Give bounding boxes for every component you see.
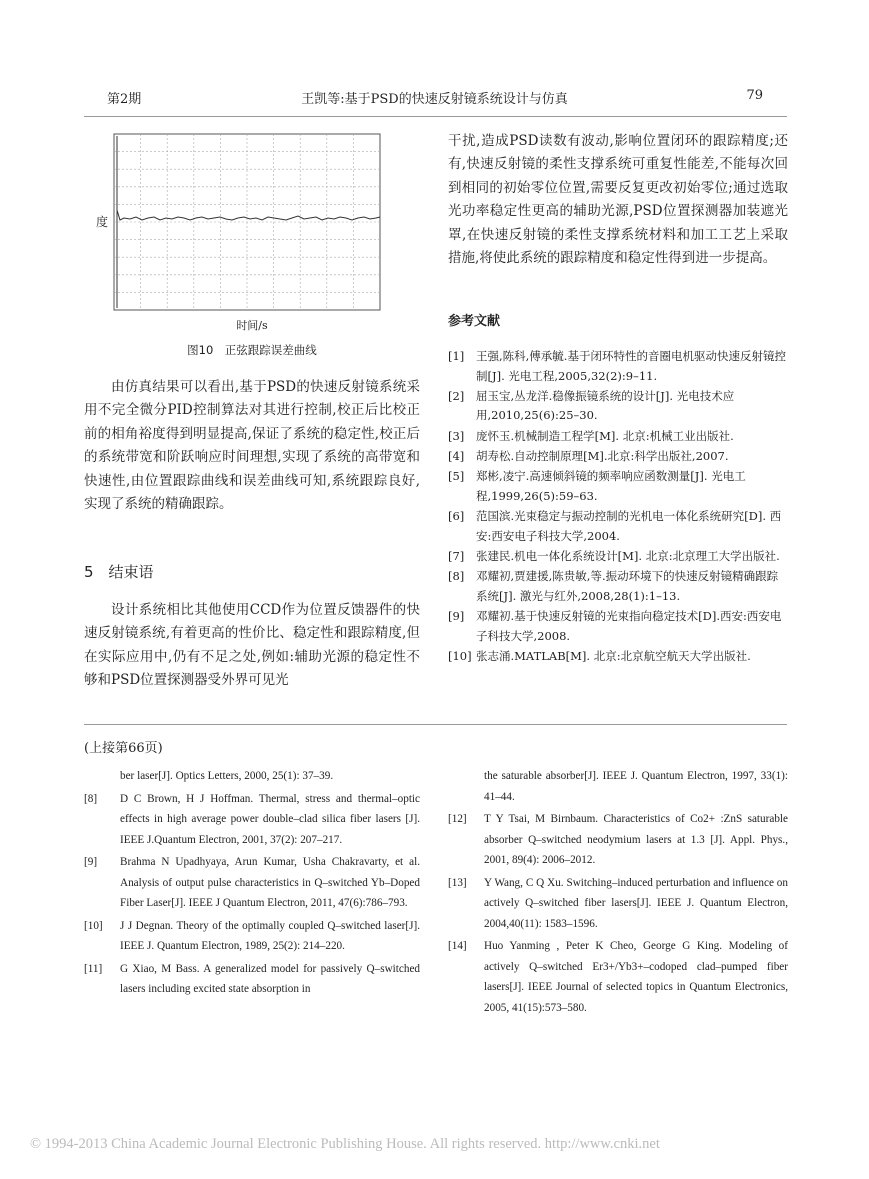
references-title: 参考文献	[448, 314, 501, 329]
issue-number: 第2期	[107, 92, 142, 107]
reference-number: [8]	[84, 792, 98, 805]
reference-item	[84, 766, 420, 787]
reference-item	[448, 447, 788, 467]
reference-item	[448, 507, 788, 546]
reference-number: [10]	[448, 649, 472, 664]
references-section	[448, 310, 788, 667]
reference-text: 邓耀初.基于快速反射镜的光束指向稳定技术[D].西安:西安电子科技大学,2008.	[476, 609, 782, 643]
figure-x-axis-label: 时间/s	[236, 319, 268, 332]
reference-text: 屈玉宝,丛龙洋.稳像振镜系统的设计[J]. 光电技术应用,2010,25(6):25–30.	[476, 388, 735, 423]
figure-10	[84, 130, 420, 360]
page-number: 79	[746, 88, 763, 103]
paragraph-simulation-results: 由仿真结果可以看出,基于PSD的快速反射镜系统采用不完全微分PID控制算法对其进行控制,校正后比校正前的相角裕度得到明显提高,保证了系统的稳定性,校正后的系统带宽和阶跃响应时间理想,实现了系统的高带宽和快速性,由位置跟踪曲线和误差曲线可知,系统跟踪良好,实现了系统的精确跟踪。	[84, 379, 420, 513]
reference-item	[448, 936, 788, 1018]
reference-number: [6]	[448, 509, 465, 524]
reference-text: 张志涌.MATLAB[M]. 北京:北京航空航天大学出版社.	[476, 649, 751, 664]
reference-text: G Xiao, M Bass. A generalized model for passively Q–switched lasers including excited state absorption in	[120, 962, 420, 995]
reference-text: 范国滨.光束稳定与振动控制的光机电一体化系统研究[D]. 西安:西安电子科技大学,2004.	[476, 509, 782, 543]
reference-number: [2]	[448, 388, 465, 403]
reference-item	[448, 387, 788, 426]
reference-item	[448, 809, 788, 871]
reference-item	[448, 547, 788, 567]
reference-number: [10]	[84, 919, 103, 932]
reference-number: [13]	[448, 876, 467, 889]
reference-text: 郑彬,凌宁.高速倾斜镜的频率响应函数测量[J]. 光电工程,1999,26(5):59–63.	[476, 469, 746, 503]
reference-text: 张建民.机电一体化系统设计[M]. 北京:北京理工大学出版社.	[476, 549, 780, 564]
error-curve-plot	[84, 130, 420, 320]
paragraph-conclusion-part-2: 干扰,造成PSD读数有波动,影响位置闭环的跟踪精度;还有,快速反射镜的柔性支撑系统可重复性能差,不能每次回到相同的初始零位位置,需要反复更改初始零位;通过选取光功率稳定性更高的辅助光源,PSD位置探测器加装遮光罩,在快速反射镜的柔性支撑系统材料和加工工艺上采取措施,将使此系统的跟踪精度和稳定性得到进一步提高。	[448, 133, 788, 267]
reference-item	[84, 789, 420, 851]
reference-item	[84, 916, 420, 957]
reference-item	[448, 766, 788, 807]
running-header	[0, 88, 869, 108]
reference-text: T Y Tsai, M Birnbaum. Characteristics of Co2+ :ZnS saturable absorber Q–switched neodymium lasers at 1.3 [J]. Appl. Phys., 2001, 89(4): 2006–2012.	[484, 813, 788, 866]
reference-number: [4]	[448, 449, 465, 464]
left-column-body	[84, 376, 420, 516]
reference-number: [8]	[448, 569, 465, 584]
continued-refs-left-list	[84, 766, 420, 1000]
reference-text: Brahma N Upadhyaya, Arun Kumar, Usha Chakravarty, et al. Analysis of output pulse characteristics in Q–switched Yb–Doped Fiber Laser[J]. IEEE J Quantum Electron, 2011, 47(6):786–793.	[120, 856, 420, 909]
reference-item	[448, 873, 788, 935]
reference-item	[448, 347, 788, 386]
section-title: 5 结束语	[84, 563, 154, 581]
reference-item	[448, 647, 788, 667]
reference-text: D C Brown, H J Hoffman. Thermal, stress and thermal–optic effects in high average power double–clad silica fiber lasers [J]. IEEE J.Quantum Electron, 2001, 37(2): 207–217.	[120, 792, 420, 846]
section-5	[84, 561, 420, 582]
reference-text: 胡寿松.自动控制原理[M].北京:科学出版社,2007.	[476, 449, 729, 464]
reference-item	[448, 607, 788, 646]
continued-refs-right	[448, 766, 788, 1020]
continued-note: (上接第66页)	[84, 741, 163, 756]
reference-item	[84, 959, 420, 1000]
reference-item	[448, 427, 788, 447]
reference-text: 邓耀初,贾建援,陈贵敏,等.振动环境下的快速反射镜精确跟踪系统[J]. 激光与红外,2008,28(1):1–13.	[476, 569, 779, 603]
copyright-footer: © 1994-2013 China Academic Journal Electronic Publishing House. All rights reserved. http://www.cnki.net	[30, 1136, 660, 1152]
reference-number: [11]	[84, 962, 103, 975]
reference-text: J J Degnan. Theory of the optimally coupled Q–switched laser[J]. IEEE J. Quantum Electron, 1989, 25(2): 214–220.	[120, 919, 420, 952]
reference-number: [1]	[448, 349, 465, 363]
reference-text: ber laser[J]. Optics Letters, 2000, 25(1): 37–39.	[120, 770, 334, 782]
reference-text: Huo Yanming , Peter K Cheo, George G King. Modeling of actively Q–switched Er3+/Yb3+–codoped clad–pumped fiber lasers[J]. IEEE Journal of selected topics in Quantum Electronics, 2005, 41(15):573–580.	[484, 940, 788, 1014]
reference-number: [7]	[448, 549, 465, 564]
paragraph-conclusion-part-1: 设计系统相比其他使用CCD作为位置反馈器件的快速反射镜系统,有着更高的性价比、稳定性和跟踪精度,但在实际应用中,仍有不足之处,例如:辅助光源的稳定性不够和PSD位置探测器受外界可见光	[84, 602, 420, 689]
reference-item	[448, 567, 788, 606]
figure-caption: 图10 正弦跟踪误差曲线	[187, 343, 317, 357]
reference-number: [9]	[84, 856, 98, 868]
references-list	[448, 347, 788, 667]
reference-text: Y Wang, C Q Xu. Switching–induced perturbation and influence on actively Q–switched fiber lasers[J]. IEEE J. Quantum Electron, 2004,40(11): 1583–1596.	[484, 876, 788, 930]
section-5-body-left	[84, 599, 420, 693]
continuation-rule	[84, 724, 787, 725]
reference-number: [5]	[448, 469, 465, 484]
reference-number: [12]	[448, 813, 467, 825]
running-title: 王凯等:基于PSD的快速反射镜系统设计与仿真	[301, 92, 568, 107]
reference-item	[84, 852, 420, 914]
reference-number: [9]	[448, 609, 465, 624]
reference-text: the saturable absorber[J]. IEEE J. Quantum Electron, 1997, 33(1): 41–44.	[484, 770, 788, 803]
continued-refs-right-list	[448, 766, 788, 1018]
right-column-body	[448, 130, 788, 270]
header-rule	[84, 116, 787, 117]
reference-text: 王强,陈科,傅承毓.基于闭环特性的音圈电机驱动快速反射镜控制[J]. 光电工程,2005,32(2):9–11.	[476, 349, 786, 383]
reference-number: [3]	[448, 428, 465, 443]
reference-item	[448, 467, 788, 506]
reference-number: [14]	[448, 940, 467, 952]
figure-y-axis-label: 度	[96, 215, 109, 229]
reference-text: 庞怀玉.机械制造工程学[M]. 北京:机械工业出版社.	[476, 428, 734, 443]
continued-refs-left	[84, 766, 420, 1002]
